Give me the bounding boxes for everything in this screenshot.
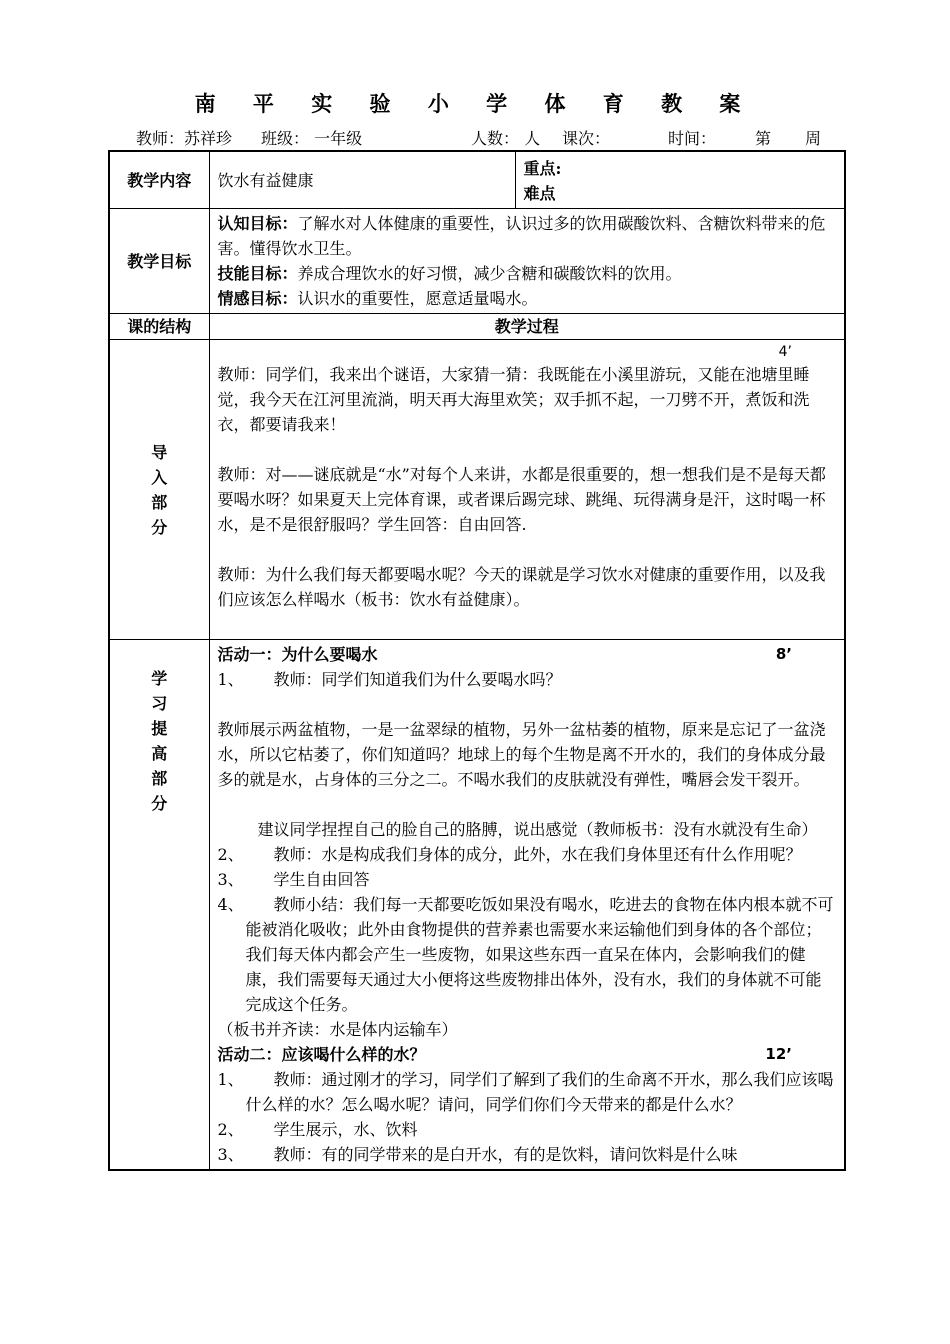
difficulty-label: 难点: [523, 184, 556, 203]
list-item: [218, 1067, 837, 1117]
list-text: 教师：通过刚才的学习，同学们了解到了我们的生命离不开水，那么我们应该喝什么样的水？怎么喝水呢？请问，同学们你们今天带来的都是什么水？: [245, 1070, 834, 1114]
lesson-field: 课次：: [562, 129, 611, 148]
lesson-plan-table: [108, 150, 846, 1171]
intro-paragraph-3: 教师：为什么我们每天都要喝水呢？今天的课就是学习饮水对健康的重要作用，以及我们应该怎么样喝水（板书：饮水有益健康）。: [217, 565, 826, 609]
list-text: 教师：水是构成我们身体的成分，此外，水在我们身体里还有什么作用呢？: [273, 845, 802, 864]
list-number: 2、: [217, 845, 244, 864]
intro-label-char: 入: [151, 468, 168, 487]
cognitive-goal-head: 认知目标：: [217, 214, 298, 233]
count-field: 人数： 人: [471, 129, 541, 148]
study-label-char: 学: [151, 669, 168, 688]
study-label-char: 部: [151, 769, 168, 788]
emotion-goal-head: 情感目标：: [217, 289, 298, 308]
intro-content: [209, 340, 845, 640]
list-number: 3、: [217, 870, 244, 889]
goals-row: [109, 209, 845, 314]
activity-2-time: 12’: [765, 1045, 792, 1063]
emotion-goal: [218, 286, 837, 311]
document-title: 南 平 实 验 小 学 体 育 教 案: [194, 91, 756, 116]
list-text: 教师：有的同学带来的是白开水，有的是饮料，请问饮料是什么味: [273, 1145, 738, 1164]
list-text: 教师：同学们知道我们为什么要喝水吗？: [273, 670, 562, 689]
skill-goal-text: 养成合理饮水的好习惯，减少含糖和碳酸饮料的饮用。: [297, 264, 682, 283]
structure-label: 课的结构: [109, 314, 209, 340]
list-item: [218, 842, 837, 867]
intro-paragraph-2: 教师：对——谜底就是“水”对每个人来讲，水都是很重要的，想一想我们是不是每天都要喝水呀？如果夏天上完体育课，或者课后踢完球、跳绳、玩得满身是汗，这时喝一杯水，是不是很舒服吗？学生回答：自由回答.: [217, 465, 826, 534]
list-number: 4、: [217, 895, 244, 914]
header-info: [108, 126, 843, 148]
list-number: 1、: [217, 1070, 244, 1089]
study-content: [209, 640, 845, 1171]
study-label-char: 提: [151, 719, 168, 738]
list-item: [218, 867, 837, 892]
study-label-char: 习: [151, 694, 168, 713]
intro-paragraph-1: 教师：同学们，我来出个谜语，大家猜一猜：我既能在小溪里游玩，又能在池塘里睡觉，我今天在江河里流淌，明天再大海里欢笑；双手抓不起，一刀劈不开，煮饭和洗衣，都要请我来！: [217, 365, 810, 434]
list-number: 1、: [217, 670, 244, 689]
intro-time: 4’: [778, 344, 792, 360]
key-point-label: 重点:: [523, 159, 562, 178]
intro-label-char: 分: [151, 518, 168, 537]
goals-content: [209, 209, 845, 314]
list-number: 2、: [217, 1120, 244, 1139]
activity-1-suggestion: 建议同学捏捏自己的脸自己的胳膊，说出感觉（教师板书：没有水就没有生命）: [257, 820, 818, 839]
class-field: 班级： 一年级: [261, 129, 363, 148]
list-text: 学生自由回答: [273, 870, 370, 889]
emotion-goal-text: 认识水的重要性，愿意适量喝水。: [297, 289, 538, 308]
study-label: [109, 640, 209, 1171]
week-prefix: 第: [755, 129, 772, 148]
key-difficulty-cell: [515, 151, 845, 209]
activity-1-title: 活动一：为什么要喝水: [217, 645, 378, 664]
list-item: [218, 667, 837, 692]
list-text: 教师小结：我们每一天都要吃饭如果没有喝水，吃进去的食物在体内根本就不可能被消化吸收；此外由食物提供的营养素也需要水来运输他们到身体的各个部位；我们每天体内都会产生一些废物，如果这些东西一直呆在体内，会影响我们的健康，我们需要每天通过大小便将这些废物排出体外，没有水，我们的身体就不可能完成这个任务。: [245, 895, 834, 1014]
intro-label-char: 导: [151, 443, 168, 462]
intro-label-char: 部: [151, 493, 168, 512]
skill-goal-head: 技能目标：: [217, 264, 298, 283]
list-text: 学生展示，水、饮料: [273, 1120, 418, 1139]
activity-1-paragraph: 教师展示两盆植物，一是一盆翠绿的植物，另外一盆枯萎的植物，原来是忘记了一盆浇水，所以它枯萎了，你们知道吗？地球上的每个生物是离不开水的，我们的身体成分最多的就是水，占身体的三分之二。不喝水我们的皮肤就没有弹性，嘴唇会发干裂开。: [217, 720, 826, 789]
intro-label: [109, 340, 209, 640]
week-suffix: 周: [805, 129, 822, 148]
list-item: [218, 1142, 837, 1167]
board-note: （板书并齐读：水是体内运输车）: [217, 1020, 458, 1039]
list-item: [218, 892, 837, 1017]
skill-goal: [218, 261, 837, 286]
activity-1-time: 8’: [775, 645, 792, 663]
structure-row: [109, 314, 845, 340]
list-item: [218, 1117, 837, 1142]
study-label-char: 分: [151, 794, 168, 813]
content-value: 饮水有益健康: [209, 151, 515, 209]
cognitive-goal: [218, 211, 837, 261]
study-row: [109, 640, 845, 1171]
content-row: [109, 151, 845, 209]
goals-label: 教学目标: [109, 209, 209, 314]
activity-2-title: 活动二：应该喝什么样的水？: [217, 1045, 426, 1064]
activity-2-heading: [218, 1042, 837, 1067]
content-label: 教学内容: [109, 151, 209, 209]
study-label-char: 高: [151, 744, 168, 763]
time-field: 时间：: [668, 129, 717, 148]
activity-1-heading: [218, 642, 837, 667]
list-number: 3、: [217, 1145, 244, 1164]
process-label: 教学过程: [209, 314, 845, 340]
intro-row: [109, 340, 845, 640]
cognitive-goal-text: 了解水对人体健康的重要性，认识过多的饮用碳酸饮料、含糖饮料带来的危害。懂得饮水卫生。: [217, 214, 826, 258]
teacher-field: 教师：苏祥珍: [136, 129, 233, 148]
